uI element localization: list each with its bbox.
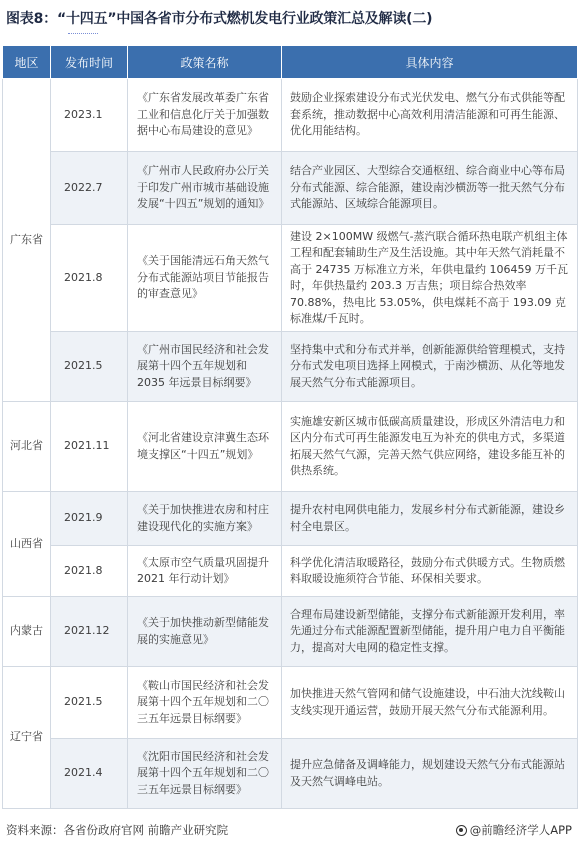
table-row bbox=[3, 546, 578, 597]
content-cell: 结合产业园区、大型综合交通枢纽、综合商业中心等布局分布式能源、综合能源，建设南沙横沥等一批天然气分布式能源站、区域综合能源项目。 bbox=[282, 152, 578, 225]
spell-check-underline bbox=[68, 31, 98, 34]
header-region: 地区 bbox=[3, 46, 51, 79]
content-cell: 实施雄安新区城市低碳高质量建设，形成区外清洁电力和区内分布式可再生能源发电互为补充的供电方式，多渠道拓展天然气气源，完善天然气供应网络，建设多能互补的供热系统。 bbox=[282, 402, 578, 492]
date-cell: 2023.1 bbox=[51, 79, 128, 152]
table-row bbox=[3, 402, 578, 492]
header-date: 发布时间 bbox=[51, 46, 128, 79]
table-row bbox=[3, 152, 578, 225]
table-row bbox=[3, 492, 578, 546]
date-cell: 2022.7 bbox=[51, 152, 128, 225]
source-note: 资料来源：各省份政府官网 前瞻产业研究院 bbox=[6, 823, 229, 837]
content-cell: 坚持集中式和分布式并举，创新能源供给管理模式，支持分布式发电项目选择上网模式，于南沙横沥、从化等地发展天然气分布式能源项目。 bbox=[282, 332, 578, 402]
date-cell: 2021.11 bbox=[51, 402, 128, 492]
date-cell: 2021.4 bbox=[51, 739, 128, 809]
table-row bbox=[3, 79, 578, 152]
eye-logo-icon bbox=[456, 825, 467, 836]
table-header-row bbox=[3, 46, 578, 79]
header-content: 具体内容 bbox=[282, 46, 578, 79]
policy-cell: 《河北省建设京津冀生态环境支撑区“十四五”规划》 bbox=[128, 402, 282, 492]
policy-cell: 《广州市国民经济和社会发展第十四个五年规划和 2035 年远景目标纲要》 bbox=[128, 332, 282, 402]
content-cell: 提升农村电网供电能力，发展乡村分布式新能源，建设乡村全电景区。 bbox=[282, 492, 578, 546]
date-cell: 2021.8 bbox=[51, 546, 128, 597]
brand-label: @前瞻经济学人APP bbox=[469, 823, 572, 837]
content-cell: 合理布局建设新型储能，支撑分布式新能源开发利用，率先通过分布式能源配置新型储能，提升用户电力自平衡能力，提高对大电网的稳定性支撑。 bbox=[282, 597, 578, 667]
policy-cell: 《关于加快推动新型储能发展的实施意见》 bbox=[128, 597, 282, 667]
policy-cell: 《关于国能清远石角天然气分布式能源站项目节能报告的审查意见》 bbox=[128, 225, 282, 332]
brand-credit bbox=[456, 822, 572, 838]
date-cell: 2021.5 bbox=[51, 332, 128, 402]
policy-cell: 《鞍山市国民经济和社会发展第十四个五年规划和二〇三五年远景目标纲要》 bbox=[128, 667, 282, 739]
policy-cell: 《广东省发展改革委广东省工业和信息化厅关于加强数据中心布局建设的意见》 bbox=[128, 79, 282, 152]
region-cell: 广东省 bbox=[3, 79, 51, 402]
table-row bbox=[3, 225, 578, 332]
policy-table bbox=[2, 45, 578, 809]
date-cell: 2021.9 bbox=[51, 492, 128, 546]
table-row bbox=[3, 597, 578, 667]
policy-cell: 《广州市人民政府办公厅关于印发广州市城市基础设施发展“十四五”规划的通知》 bbox=[128, 152, 282, 225]
date-cell: 2021.5 bbox=[51, 667, 128, 739]
region-cell: 辽宁省 bbox=[3, 667, 51, 809]
content-cell: 建设 2×100MW 级燃气-蒸汽联合循环热电联产机组主体工程和配套辅助生产及生活设施。其中年天然气消耗量不高于 24735 万标准立方米，年供电量约 106459 万千瓦时，年供热量约 203.3 万吉焦；项目综合热效率 70.88%，热电比 53.05%，供电煤耗不高于 193.09 克标准煤/千瓦时。 bbox=[282, 225, 578, 332]
policy-cell: 《太原市空气质量巩固提升 2021 年行动计划》 bbox=[128, 546, 282, 597]
content-cell: 科学优化清洁取暖路径，鼓励分布式供暖方式。生物质燃料取暖设施须符合节能、环保相关要求。 bbox=[282, 546, 578, 597]
policy-cell: 《沈阳市国民经济和社会发展第十四个五年规划和二〇三五年远景目标纲要》 bbox=[128, 739, 282, 809]
table-row bbox=[3, 667, 578, 739]
table-row bbox=[3, 332, 578, 402]
region-cell: 内蒙古 bbox=[3, 597, 51, 667]
chart-title: 图表8：“十四五”中国各省市分布式燃机发电行业政策汇总及解读(二) bbox=[6, 11, 433, 27]
region-cell: 山西省 bbox=[3, 492, 51, 597]
content-cell: 鼓励企业探索建设分布式光伏发电、燃气分布式供能等配套系统，推动数据中心高效利用清洁能源和可再生能源、优化用能结构。 bbox=[282, 79, 578, 152]
policy-cell: 《关于加快推进农房和村庄建设现代化的实施方案》 bbox=[128, 492, 282, 546]
date-cell: 2021.8 bbox=[51, 225, 128, 332]
content-cell: 提升应急储备及调峰能力，规划建设天然气分布式能源站及天然气调峰电站。 bbox=[282, 739, 578, 809]
region-cell: 河北省 bbox=[3, 402, 51, 492]
table-row bbox=[3, 739, 578, 809]
date-cell: 2021.12 bbox=[51, 597, 128, 667]
header-policy: 政策名称 bbox=[128, 46, 282, 79]
content-cell: 加快推进天然气管网和储气设施建设，中石油大沈线鞍山支线实现开通运营，鼓励开展天然气分布式能源利用。 bbox=[282, 667, 578, 739]
